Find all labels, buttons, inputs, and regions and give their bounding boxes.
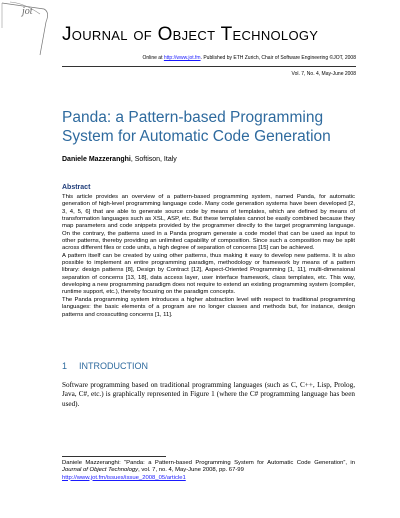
abstract-paragraph-1: This article provides an overview of a pattern-based programming system, named Panda, for automatic generation of high-level programming language code. Many code generation systems have been developed [2, 3, 4, 5, 6] that are able to generate source code by means of templates, which are defined by means of transformation languages such as XSL, ASP, etc. But these templates cannot be easily combined because they map parameters and code snippets provided by the programmer directly to the target programming language. On the contrary, the patterns used in a Panda program generate a code model that can be used as input to other patterns, thereby providing an unlimited capability of composition. Since such a composition may be split across different files or code units, a high degree of separation of concerns [15] can be achieved. xyxy=(62,194,355,252)
journal-title: Journal of Object Technology xyxy=(62,24,319,45)
online-prefix: Online at xyxy=(142,55,163,61)
abstract-paragraph-3: The Panda programming system introduces a higher abstraction level with respect to traditional programming languages: the basic elements of a program are no longer classes and methods but, for instance, design patterns and crosscutting concerns [1, 11]. xyxy=(62,296,355,318)
online-availability-line xyxy=(40,55,356,61)
citation-footnote xyxy=(62,460,355,482)
citation-url-line xyxy=(62,475,355,482)
citation-prefix: Daniele Mazzeranghi: “Panda: a Pattern-based Programming System for Automatic Code Generation”, in xyxy=(62,460,355,466)
article-url-link[interactable]: http://www.jot.fm/issues/issue_2008_05/article1 xyxy=(62,474,186,481)
section-heading xyxy=(62,361,148,371)
header-divider xyxy=(62,66,356,67)
abstract-heading: Abstract xyxy=(62,184,91,191)
introduction-text xyxy=(62,381,355,409)
introduction-paragraph: Software programming based on traditional programming languages (such as C, C++, Lisp, Prolog, Java, C#, etc.) is graphically represented in Figure 1 (where the C# programming language has been used). xyxy=(62,381,355,408)
volume-issue-line: Vol. 7, No. 4, May-June 2008 xyxy=(291,71,356,77)
citation-suffix: , vol. 7, no. 4, May-June 2008, pp. 67-99 xyxy=(138,467,244,474)
abstract-body xyxy=(62,194,355,319)
author-line xyxy=(62,156,177,163)
journal-url-link[interactable]: http://www.jot.fm xyxy=(163,55,201,61)
publisher-text: . Published by ETH Zurich, Chair of Software Engineering ©JOT, 2008 xyxy=(200,55,356,61)
citation-journal: Journal of Object Technology xyxy=(62,467,139,474)
author-name: Daniele Mazzeranghi xyxy=(62,156,131,163)
abstract-paragraph-2: A pattern itself can be created by using other patterns, thus making it easy to develop new patterns. It is also possible to implement an entire programming paradigm, methodology or framework by means of a pattern library: design patterns [8], Design by Contract [12], Aspect-Oriented Programming [1, 11], multi-dimensional separation of concerns [13, 18], data access layer, user interface framework, class templates, etc. This way, developing a new programming paradigm does not require to extend an existing programming system (compiler, runtime support, etc.), thereby focusing on the paradigm concepts. xyxy=(62,252,355,296)
journal-logo-icon xyxy=(0,0,60,62)
section-title: INTRODUCTION xyxy=(79,361,149,371)
logo-text: jot xyxy=(22,6,33,17)
footnote-divider xyxy=(62,456,166,457)
section-number: 1 xyxy=(62,361,68,371)
author-affiliation: , Softison, Italy xyxy=(130,156,177,163)
paper-title: Panda: a Pattern-based Programming System for Automatic Code Generation xyxy=(62,109,331,145)
citation-text xyxy=(62,460,355,475)
